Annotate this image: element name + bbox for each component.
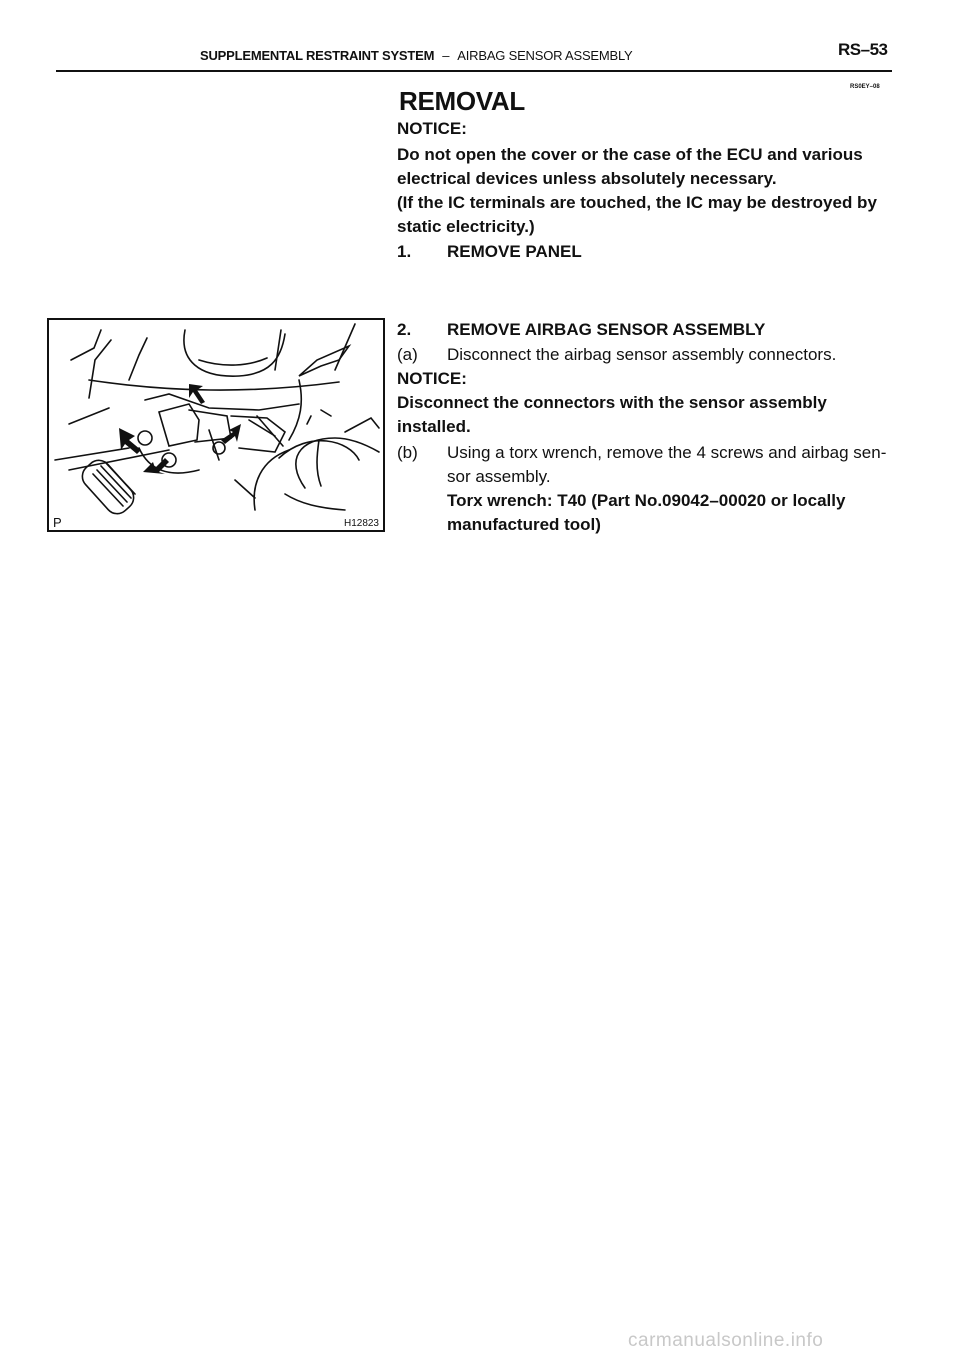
header-subsection: AIRBAG SENSOR ASSEMBLY [457,48,633,63]
substep-b [397,441,897,465]
figure-code: H12823 [343,518,379,529]
header-section: SUPPLEMENTAL RESTRAINT SYSTEM [200,48,435,63]
tool-line-1: Torx wrench: T40 (Part No.09042–00020 or locally [447,491,846,510]
substep-a-text: Disconnect the airbag sensor assembly connectors. [447,345,837,364]
document-code: RS0EY–08 [850,84,880,90]
step-1 [397,240,897,264]
step-2 [397,318,897,342]
substep-a-number: (a) [397,345,418,364]
header-section-title [200,48,633,63]
figure-corner-label: P [53,515,62,530]
substep-a [397,343,897,367]
notice-label: NOTICE: [397,119,467,138]
page-number: RS–53 [838,40,888,59]
notice-line-3: (If the IC terminals are touched, the IC may be destroyed by [397,193,877,212]
airbag-sensor-illustration [47,318,385,532]
notice-line-1: Do not open the cover or the case of the ECU and various [397,145,863,164]
step-1-number: 1. [397,242,412,261]
header-rule [56,70,892,72]
header-separator: – [442,48,450,63]
substep-b-line-2: sor assembly. [447,467,551,486]
step-2-text: REMOVE AIRBAG SENSOR ASSEMBLY [447,320,766,339]
notice-2-line-1: Disconnect the connectors with the sensor assembly [397,393,827,412]
step-1-text: REMOVE PANEL [447,242,582,261]
sensor-location-drawing [49,320,383,530]
page-title: REMOVAL [399,86,525,116]
substep-b-line-1: Using a torx wrench, remove the 4 screws and airbag sen- [447,443,887,462]
notice-line-4: static electricity.) [397,217,535,236]
notice-line-2: electrical devices unless absolutely necessary. [397,169,777,188]
tool-line-2: manufactured tool) [447,515,601,534]
notice-2-label: NOTICE: [397,369,467,388]
substep-b-number: (b) [397,443,418,462]
footer-watermark: carmanualsonline.info [628,1330,824,1351]
step-2-number: 2. [397,320,412,339]
notice-2-line-2: installed. [397,417,471,436]
